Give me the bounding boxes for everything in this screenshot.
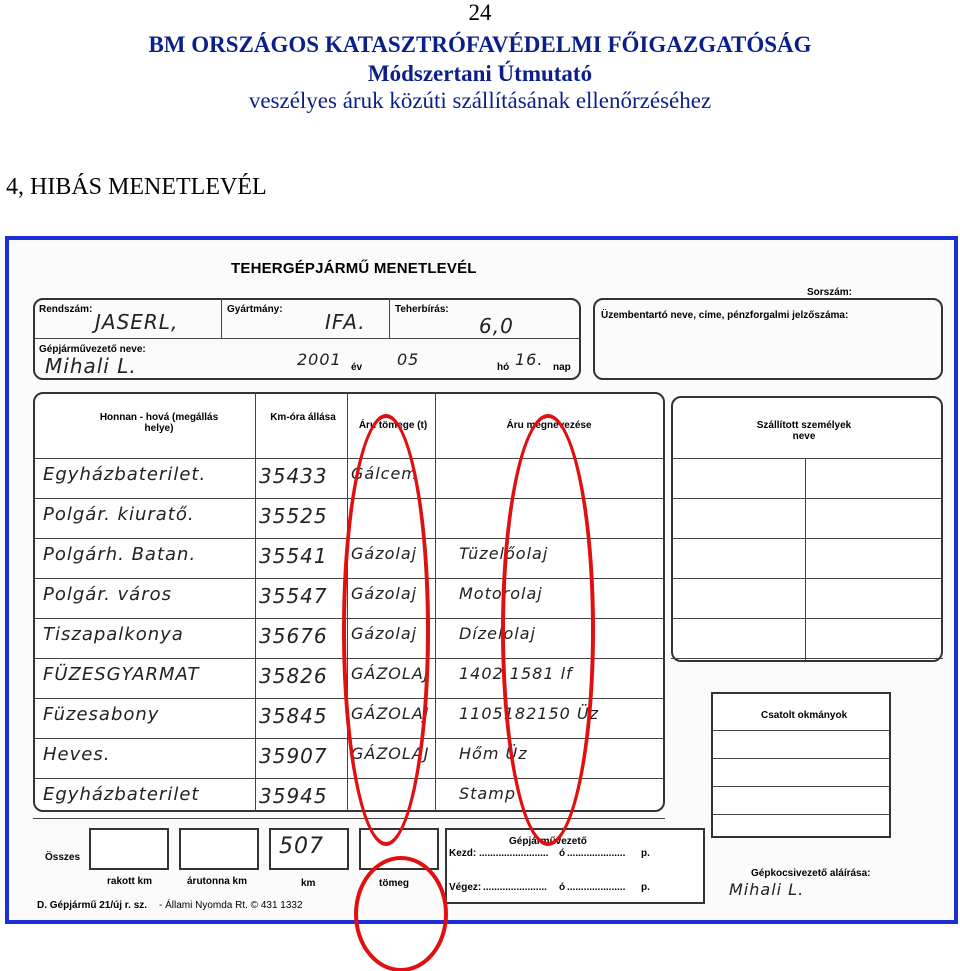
row-km: 35547 bbox=[259, 584, 328, 608]
doc-row-line bbox=[711, 814, 891, 815]
osszes-label: Összes bbox=[45, 852, 81, 863]
arutonna-km-box bbox=[179, 828, 259, 870]
red-oval-mass-column bbox=[342, 414, 430, 846]
rendszam-value: JASERL, bbox=[95, 310, 179, 334]
red-oval-total-mass bbox=[354, 856, 448, 971]
footer-form: D. Gépjármű 21/új r. sz. bbox=[37, 900, 148, 911]
document-topic: veszélyes áruk közúti szállításának ellenőrzéséhez bbox=[248, 88, 712, 113]
doc-row-line bbox=[711, 758, 891, 759]
scanned-form-image bbox=[5, 236, 958, 924]
col-aru-megnevezese: Áru megnevezése bbox=[506, 420, 592, 431]
col-divider bbox=[435, 392, 436, 812]
kezd-label: Kezd: bbox=[449, 848, 477, 859]
gyartmany-label: Gyártmány: bbox=[227, 304, 283, 315]
row-km: 35945 bbox=[259, 784, 328, 808]
vegez-p: p. bbox=[641, 882, 650, 893]
passenger-row-line bbox=[671, 458, 943, 459]
page-number: 24 bbox=[468, 0, 492, 25]
row-name: Hőm Üz bbox=[459, 744, 528, 763]
row-name: 1105182150 Üz bbox=[459, 704, 599, 723]
divider bbox=[221, 298, 222, 338]
row-km: 35525 bbox=[259, 504, 328, 528]
rakott-km-box bbox=[89, 828, 169, 870]
alairas-label: Gépkocsivezető aláírása: bbox=[751, 868, 871, 879]
teherbiras-label: Teherbírás: bbox=[395, 304, 449, 315]
document-subtitle: Módszertani Útmutató bbox=[367, 61, 593, 86]
passenger-row-line bbox=[671, 658, 943, 659]
row-place: Polgár. kiuratő. bbox=[43, 504, 195, 525]
form-title: TEHERGÉPJÁRMŰ MENETLEVÉL bbox=[231, 260, 477, 277]
row-km: 35826 bbox=[259, 664, 328, 688]
kezd-o: ó bbox=[559, 848, 566, 859]
rendszam-label: Rendszám: bbox=[39, 304, 93, 315]
date-ho-label: hó bbox=[497, 362, 510, 373]
row-place: Heves. bbox=[43, 744, 111, 765]
divider bbox=[33, 338, 581, 339]
date-year: 2001 bbox=[297, 350, 342, 369]
vegez-o: ó bbox=[559, 882, 566, 893]
date-day: 16. bbox=[515, 350, 544, 369]
col-divider bbox=[255, 392, 256, 812]
date-month: 05 bbox=[397, 350, 420, 369]
divider bbox=[389, 298, 390, 338]
row-name: Stamp bbox=[459, 784, 516, 803]
row-km: 35433 bbox=[259, 464, 328, 488]
row-km: 35676 bbox=[259, 624, 328, 648]
sorszam-label: Sorszám: bbox=[807, 287, 853, 298]
row-place: Füzesabony bbox=[43, 704, 160, 725]
col-honnan: Honnan - hová (megállás helye) bbox=[99, 412, 219, 434]
row-mass: Gálcem bbox=[351, 464, 418, 483]
col-aru-tomege: Áru tömege (t) bbox=[358, 420, 428, 431]
col-km-ora: Km-óra állása bbox=[270, 412, 336, 423]
rakott-km-label: rakott km bbox=[107, 876, 153, 887]
row-name: Dízelolaj bbox=[459, 624, 536, 643]
row-place: Egyházbaterilet. bbox=[43, 464, 207, 485]
red-oval-name-column bbox=[501, 414, 595, 846]
kezd-dots-2: ..................... bbox=[567, 848, 626, 859]
csatolt-label: Csatolt okmányok bbox=[761, 710, 848, 721]
teherbiras-value: 6,0 bbox=[479, 314, 514, 338]
row-name: 1402 1581 lf bbox=[459, 664, 573, 683]
row-place: Egyházbaterilet bbox=[43, 784, 200, 805]
row-name: Motorolaj bbox=[459, 584, 543, 603]
vegez-dots-2: ..................... bbox=[567, 882, 626, 893]
row-place: Polgárh. Batan. bbox=[43, 544, 197, 565]
row-km: 35845 bbox=[259, 704, 328, 728]
row-mass: GÁZOLAJ bbox=[351, 704, 430, 723]
vegez-dots: ....................... bbox=[483, 882, 547, 893]
uzembentarto-label: Üzembentartó neve, címe, pénzforgalmi jelzőszáma: bbox=[601, 310, 849, 321]
gepjarmuvezeto-label: Gépjárművezető bbox=[509, 836, 587, 847]
passenger-row-line bbox=[671, 538, 943, 539]
arutonna-km-label: árutonna km bbox=[187, 876, 248, 887]
row-mass: Gázolaj bbox=[351, 544, 418, 563]
kezd-p: p. bbox=[641, 848, 650, 859]
alairas-value: Mihali L. bbox=[729, 880, 805, 899]
row-mass: Gázolaj bbox=[351, 624, 418, 643]
km-value: 507 bbox=[279, 834, 324, 859]
passenger-row-line bbox=[671, 498, 943, 499]
organization-title: BM ORSZÁGOS KATASZTRÓFAVÉDELMI FŐIGAZGATÓSÁG bbox=[148, 32, 812, 57]
gyartmany-value: IFA. bbox=[325, 310, 366, 334]
passenger-row-line bbox=[671, 578, 943, 579]
footer-printer: - Állami Nyomda Rt. © 431 1332 bbox=[159, 900, 303, 911]
col-divider bbox=[805, 458, 806, 662]
date-ev-label: év bbox=[351, 362, 363, 373]
row-km: 35541 bbox=[259, 544, 328, 568]
vegez-label: Végez: bbox=[449, 882, 482, 893]
vezeto-value: Mihali L. bbox=[45, 354, 137, 378]
row-mass: GÁZOLAJ bbox=[351, 744, 430, 763]
row-place: FÜZESGYARMAT bbox=[43, 664, 200, 685]
row-mass: GÁZOLAJ bbox=[351, 664, 430, 683]
vezeto-label: Gépjárművezető neve: bbox=[39, 344, 146, 355]
doc-row-line bbox=[711, 786, 891, 787]
row-km: 35907 bbox=[259, 744, 328, 768]
section-title: 4, HIBÁS MENETLEVÉL bbox=[6, 174, 267, 200]
tomeg-label: tömeg bbox=[379, 878, 409, 889]
doc-row-line bbox=[711, 730, 891, 731]
row-name: Tüzelőolaj bbox=[459, 544, 549, 563]
col-szallitott: Szállított személyek neve bbox=[756, 420, 852, 442]
row-mass: Gázolaj bbox=[351, 584, 418, 603]
km-label: km bbox=[301, 878, 316, 889]
row-place: Tiszapalkonya bbox=[43, 624, 184, 645]
waybill-form bbox=[9, 240, 954, 920]
row-place: Polgár. város bbox=[43, 584, 172, 605]
kezd-dots: ......................... bbox=[479, 848, 549, 859]
passenger-row-line bbox=[671, 618, 943, 619]
date-nap-label: nap bbox=[553, 362, 571, 373]
